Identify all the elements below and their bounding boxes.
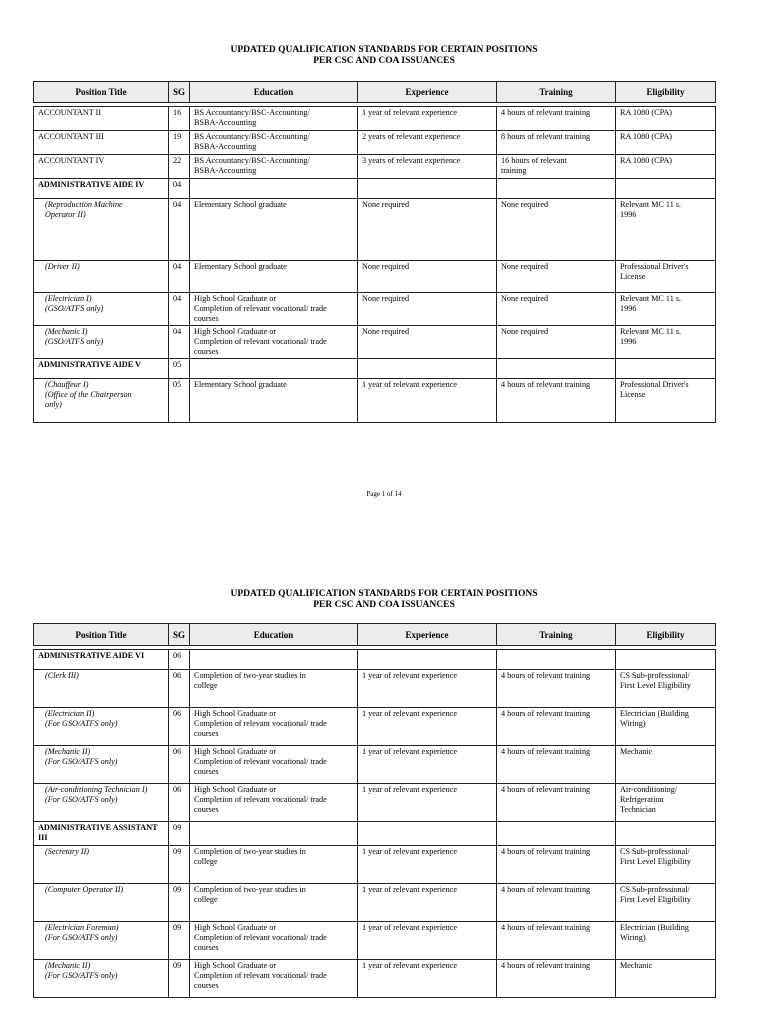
column-header-sg: SG — [169, 82, 190, 103]
eligibility-cell — [616, 650, 716, 670]
eligibility-cell: CS Sub-professional/ First Level Eligibility — [616, 670, 716, 708]
table-row — [34, 293, 716, 326]
eligibility-cell: CS Sub-professional/ First Level Eligibility — [616, 846, 716, 884]
education-cell: High School Graduate or Completion of relevant vocational/ trade courses — [190, 784, 358, 822]
column-header-education: Education — [190, 624, 358, 646]
position-title-cell: (Secretary II) — [34, 846, 169, 884]
position-title-cell: ADMINISTRATIVE ASSISTANT III — [34, 822, 169, 846]
sg-cell: 04 — [169, 179, 190, 199]
training-cell: None required — [497, 326, 616, 359]
education-cell: Elementary School graduate — [190, 199, 358, 261]
position-title-cell: ACCOUNTANT IV — [34, 155, 169, 179]
position-title-cell: (Mechanic I) (GSO/ATFS only) — [34, 326, 169, 359]
education-cell: BS Accountancy/BSC-Accounting/ BSBA-Accounting — [190, 131, 358, 155]
training-cell: 4 hours of relevant training — [497, 960, 616, 998]
eligibility-cell: Air-conditioning/ Refrigeration Technician — [616, 784, 716, 822]
education-cell: Elementary School graduate — [190, 261, 358, 293]
experience-cell: 1 year of relevant experience — [358, 884, 497, 922]
experience-cell — [358, 179, 497, 199]
position-title-cell: (Chauffeur I) (Office of the Chairperson only) — [34, 379, 169, 423]
experience-cell: None required — [358, 261, 497, 293]
training-cell: 4 hours of relevant training — [497, 379, 616, 423]
sg-cell: 16 — [169, 107, 190, 131]
experience-cell: None required — [358, 293, 497, 326]
position-title-cell: (Electrician I) (GSO/ATFS only) — [34, 293, 169, 326]
sg-cell: 04 — [169, 293, 190, 326]
eligibility-cell: RA 1080 (CPA) — [616, 107, 716, 131]
eligibility-cell: RA 1080 (CPA) — [616, 155, 716, 179]
education-cell: Completion of two-year studies in college — [190, 670, 358, 708]
experience-cell: 1 year of relevant experience — [358, 746, 497, 784]
training-cell: 4 hours of relevant training — [497, 784, 616, 822]
education-cell: Completion of two-year studies in college — [190, 884, 358, 922]
group-row — [34, 650, 716, 670]
sg-cell: 09 — [169, 884, 190, 922]
training-cell: 4 hours of relevant training — [497, 922, 616, 960]
experience-cell: 1 year of relevant experience — [358, 107, 497, 131]
column-header-experience: Experience — [358, 624, 497, 646]
education-cell — [190, 822, 358, 846]
column-header-training: Training — [497, 624, 616, 646]
training-cell — [497, 359, 616, 379]
sg-cell: 09 — [169, 960, 190, 998]
position-title-cell: (Clerk III) — [34, 670, 169, 708]
experience-cell: 1 year of relevant experience — [358, 784, 497, 822]
position-title-cell: (Mechanic II) (For GSO/ATFS only) — [34, 960, 169, 998]
sg-cell: 06 — [169, 784, 190, 822]
position-title-cell: ADMINISTRATIVE AIDE V — [34, 359, 169, 379]
education-cell: BS Accountancy/BSC-Accounting/ BSBA-Accounting — [190, 155, 358, 179]
eligibility-cell: Mechanic — [616, 960, 716, 998]
sg-cell: 09 — [169, 846, 190, 884]
sg-cell: 22 — [169, 155, 190, 179]
training-cell: 16 hours of relevant training — [497, 155, 616, 179]
training-cell — [497, 650, 616, 670]
table-row — [34, 107, 716, 131]
eligibility-cell: Relevant MC 11 s. 1996 — [616, 326, 716, 359]
training-cell: 4 hours of relevant training — [497, 708, 616, 746]
column-header-eligibility: Eligibility — [616, 82, 716, 103]
sg-cell: 04 — [169, 261, 190, 293]
qualification-table-page1 — [33, 81, 716, 423]
document-title-line2-page2: PER CSC AND COA ISSUANCES — [313, 600, 455, 610]
education-cell: High School Graduate or Completion of relevant vocational/ trade courses — [190, 922, 358, 960]
eligibility-cell: Professional Driver's License — [616, 261, 716, 293]
table-row — [34, 379, 716, 423]
sg-cell: 09 — [169, 822, 190, 846]
position-title-cell: (Electrician II) (For GSO/ATFS only) — [34, 708, 169, 746]
eligibility-cell: Mechanic — [616, 746, 716, 784]
sg-cell: 06 — [169, 746, 190, 784]
sg-cell: 06 — [169, 650, 190, 670]
sg-cell: 05 — [169, 379, 190, 423]
table-row — [34, 922, 716, 960]
training-cell: None required — [497, 261, 616, 293]
position-title-cell: (Computer Operator II) — [34, 884, 169, 922]
table-row — [34, 199, 716, 261]
training-cell: 4 hours of relevant training — [497, 746, 616, 784]
experience-cell: 2 years of relevant experience — [358, 131, 497, 155]
sg-cell: 06 — [169, 708, 190, 746]
column-header-position-title: Position Title — [34, 624, 169, 646]
experience-cell — [358, 359, 497, 379]
column-header-education: Education — [190, 82, 358, 103]
education-cell: Elementary School graduate — [190, 379, 358, 423]
position-title-cell: (Mechanic II) (For GSO/ATFS only) — [34, 746, 169, 784]
education-cell: High School Graduate or Completion of relevant vocational/ trade courses — [190, 293, 358, 326]
experience-cell — [358, 650, 497, 670]
position-title-cell: ADMINISTRATIVE AIDE IV — [34, 179, 169, 199]
education-cell: High School Graduate or Completion of relevant vocational/ trade courses — [190, 746, 358, 784]
education-cell — [190, 650, 358, 670]
education-cell — [190, 359, 358, 379]
position-title-cell: (Driver II) — [34, 261, 169, 293]
education-cell: High School Graduate or Completion of relevant vocational/ trade courses — [190, 326, 358, 359]
eligibility-cell: RA 1080 (CPA) — [616, 131, 716, 155]
eligibility-cell — [616, 359, 716, 379]
table-row — [34, 131, 716, 155]
table-row — [34, 708, 716, 746]
position-title-cell: (Reproduction Machine Operator II) — [34, 199, 169, 261]
training-cell — [497, 822, 616, 846]
sg-cell: 04 — [169, 326, 190, 359]
column-header-experience: Experience — [358, 82, 497, 103]
table-row — [34, 846, 716, 884]
education-cell: BS Accountancy/BSC-Accounting/ BSBA-Accounting — [190, 107, 358, 131]
sg-cell: 06 — [169, 670, 190, 708]
experience-cell: 3 years of relevant experience — [358, 155, 497, 179]
experience-cell: 1 year of relevant experience — [358, 708, 497, 746]
table-header-row — [34, 624, 716, 646]
table-row — [34, 670, 716, 708]
experience-cell: 1 year of relevant experience — [358, 379, 497, 423]
training-cell: 4 hours of relevant training — [497, 846, 616, 884]
table-header-row — [34, 82, 716, 103]
eligibility-cell: Relevant MC 11 s. 1996 — [616, 199, 716, 261]
table-row — [34, 326, 716, 359]
qualification-table-page2 — [33, 623, 716, 998]
page-number: Page 1 of 14 — [366, 490, 402, 498]
position-title-cell: ACCOUNTANT II — [34, 107, 169, 131]
document-title-line1: UPDATED QUALIFICATION STANDARDS FOR CERTAIN POSITIONS — [230, 45, 538, 55]
document-title-line2: PER CSC AND COA ISSUANCES — [313, 56, 455, 66]
sg-cell: 05 — [169, 359, 190, 379]
eligibility-cell: Professional Driver's License — [616, 379, 716, 423]
experience-cell: 1 year of relevant experience — [358, 846, 497, 884]
education-cell: High School Graduate or Completion of relevant vocational/ trade courses — [190, 708, 358, 746]
training-cell — [497, 179, 616, 199]
group-row — [34, 179, 716, 199]
document-title-line1-page2: UPDATED QUALIFICATION STANDARDS FOR CERTAIN POSITIONS — [230, 589, 538, 599]
table-row — [34, 261, 716, 293]
training-cell: 8 hours of relevant training — [497, 131, 616, 155]
experience-cell — [358, 822, 497, 846]
column-header-position-title: Position Title — [34, 82, 169, 103]
eligibility-cell: Electrician (Building Wiring) — [616, 922, 716, 960]
education-cell: High School Graduate or Completion of relevant vocational/ trade courses — [190, 960, 358, 998]
eligibility-cell — [616, 822, 716, 846]
training-cell: 4 hours of relevant training — [497, 107, 616, 131]
eligibility-cell — [616, 179, 716, 199]
training-cell: None required — [497, 199, 616, 261]
column-header-sg: SG — [169, 624, 190, 646]
experience-cell: 1 year of relevant experience — [358, 922, 497, 960]
eligibility-cell: Relevant MC 11 s. 1996 — [616, 293, 716, 326]
education-cell — [190, 179, 358, 199]
eligibility-cell: CS Sub-professional/ First Level Eligibility — [616, 884, 716, 922]
table-row — [34, 960, 716, 998]
position-title-cell: (Air-conditioning Technician I) (For GSO/ATFS only) — [34, 784, 169, 822]
experience-cell: 1 year of relevant experience — [358, 960, 497, 998]
eligibility-cell: Electrician (Building Wiring) — [616, 708, 716, 746]
position-title-cell: (Electrician Foreman) (For GSO/ATFS only) — [34, 922, 169, 960]
experience-cell: None required — [358, 326, 497, 359]
education-cell: Completion of two-year studies in college — [190, 846, 358, 884]
column-header-eligibility: Eligibility — [616, 624, 716, 646]
group-row — [34, 822, 716, 846]
training-cell: 4 hours of relevant training — [497, 884, 616, 922]
position-title-cell: ADMINISTRATIVE AIDE VI — [34, 650, 169, 670]
experience-cell: None required — [358, 199, 497, 261]
table-row — [34, 884, 716, 922]
column-header-training: Training — [497, 82, 616, 103]
group-row — [34, 359, 716, 379]
experience-cell: 1 year of relevant experience — [358, 670, 497, 708]
table-row — [34, 784, 716, 822]
training-cell: None required — [497, 293, 616, 326]
sg-cell: 19 — [169, 131, 190, 155]
position-title-cell: ACCOUNTANT III — [34, 131, 169, 155]
table-row — [34, 155, 716, 179]
table-row — [34, 746, 716, 784]
sg-cell: 09 — [169, 922, 190, 960]
training-cell: 4 hours of relevant training — [497, 670, 616, 708]
sg-cell: 04 — [169, 199, 190, 261]
